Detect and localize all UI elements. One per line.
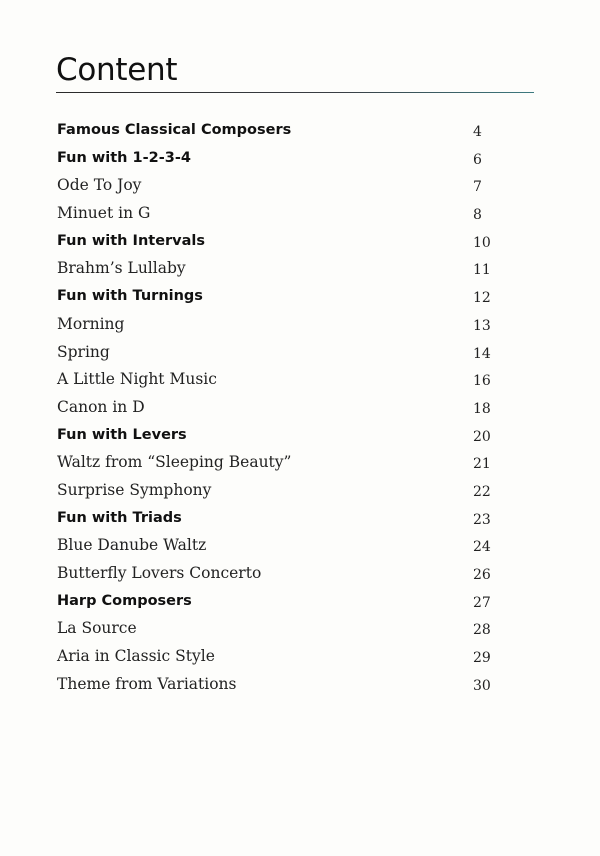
toc-page-number: 24: [473, 539, 491, 556]
toc-entry: [57, 643, 497, 671]
toc-entry: [57, 394, 497, 422]
toc-section-entry: [57, 228, 497, 256]
toc-page-number: 4: [473, 124, 482, 140]
toc-page-number: 18: [473, 400, 491, 417]
toc-entry-title: Famous Classical Composers: [57, 122, 292, 138]
toc-entry: [57, 311, 497, 339]
toc-page-number: 10: [473, 234, 491, 251]
toc-section-entry: [57, 283, 497, 311]
toc-entry-title: Fun with 1-2-3-4: [57, 149, 191, 166]
toc-entry-title: Morning: [57, 314, 125, 333]
toc-section-entry: [57, 117, 497, 145]
toc-page-number: 8: [473, 207, 482, 224]
toc-page-number: 12: [473, 290, 491, 307]
toc-page-number: 14: [473, 345, 491, 362]
toc-entry: [57, 532, 497, 560]
toc-entry: [57, 615, 497, 643]
toc-entry-title: A Little Night Music: [57, 370, 217, 389]
toc-entry-title: Fun with Levers: [57, 426, 187, 443]
page-title: Content: [56, 52, 178, 88]
toc-entry: [57, 671, 497, 699]
toc-page-number: 22: [473, 483, 491, 500]
toc-entry-title: Harp Composers: [57, 592, 192, 609]
toc-section-entry: [57, 145, 497, 173]
toc-entry-title: Fun with Turnings: [57, 288, 203, 305]
table-of-contents: [57, 117, 497, 698]
toc-entry-title: Canon in D: [57, 397, 145, 416]
toc-page-number: 16: [473, 373, 491, 390]
toc-page-number: 26: [473, 567, 491, 583]
toc-entry: [57, 200, 497, 228]
toc-entry-title: Spring: [57, 342, 110, 361]
toc-entry: [57, 449, 497, 477]
toc-entry-title: Ode To Joy: [57, 176, 142, 195]
toc-page-number: 7: [473, 179, 482, 196]
toc-entry: [57, 366, 497, 394]
toc-entry-title: Brahm’s Lullaby: [57, 259, 186, 278]
toc-entry: [57, 560, 497, 588]
toc-entry: [57, 172, 497, 200]
toc-section-entry: [57, 588, 497, 616]
toc-entry-title: Fun with Triads: [57, 509, 182, 526]
title-divider: [56, 92, 534, 93]
toc-page-number: 21: [473, 456, 491, 473]
toc-entry-title: La Source: [57, 619, 137, 638]
toc-entry-title: Surprise Symphony: [57, 480, 212, 499]
toc-page-number: 30: [473, 677, 491, 694]
toc-section-entry: [57, 505, 497, 533]
toc-page-number: 13: [473, 317, 491, 334]
toc-page-number: 27: [473, 594, 491, 611]
toc-entry: [57, 255, 497, 283]
toc-entry-title: Waltz from “Sleeping Beauty”: [57, 453, 292, 472]
toc-entry-title: Butterfly Lovers Concerto: [57, 564, 262, 582]
toc-entry-title: Fun with Intervals: [57, 232, 206, 249]
toc-entry-title: Minuet in G: [57, 204, 151, 223]
toc-entry-title: Aria in Classic Style: [57, 647, 215, 666]
toc-page-number: 20: [473, 428, 491, 445]
toc-page-number: 29: [473, 650, 491, 667]
toc-section-entry: [57, 422, 497, 450]
toc-entry: [57, 339, 497, 367]
toc-page-number: 28: [473, 622, 491, 639]
toc-page-number: 6: [473, 151, 482, 168]
toc-page-number: 23: [473, 511, 491, 528]
toc-page-number: 11: [473, 262, 491, 279]
toc-entry-title: Blue Danube Waltz: [57, 536, 207, 555]
toc-entry-title: Theme from Variations: [57, 674, 237, 693]
toc-entry: [57, 477, 497, 505]
